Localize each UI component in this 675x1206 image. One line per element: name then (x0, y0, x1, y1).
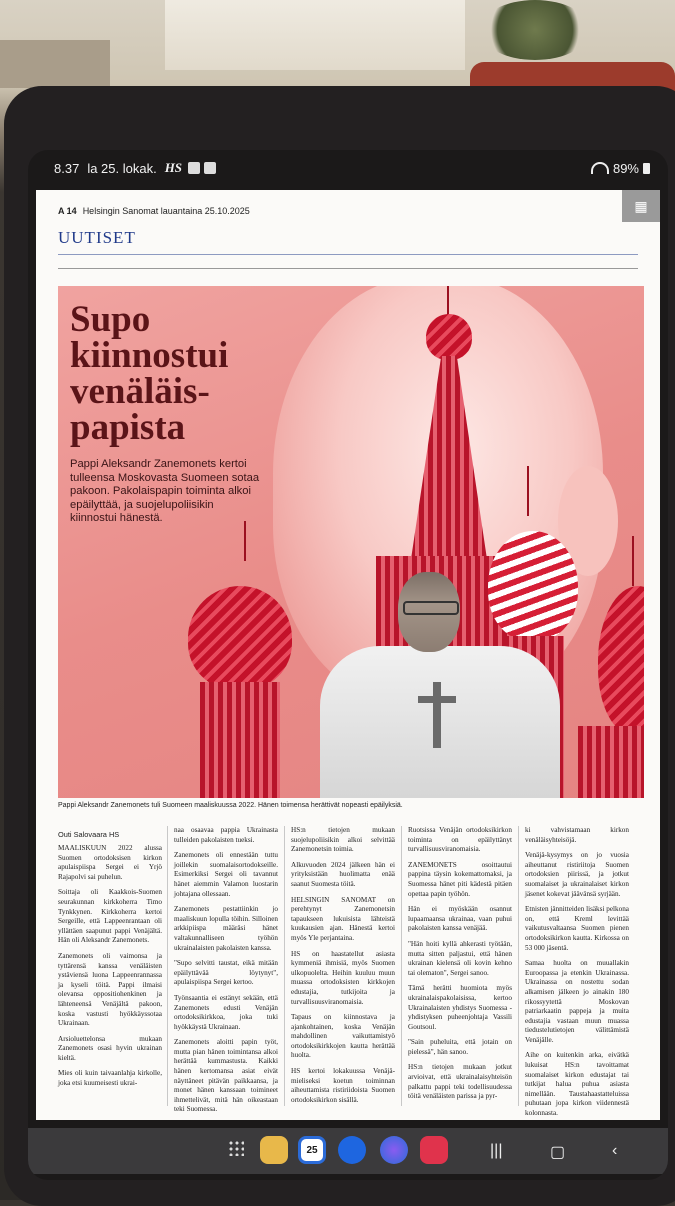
app-drawer-icon[interactable] (228, 1140, 244, 1156)
paragraph: MAALISKUUN 2022 alussa Suomen ortodoksisen kirkon apulaispiispa Sergei ei Yrjö Rajapolvi sai puhelun. (58, 844, 162, 881)
paragraph: Mies oli kuin taivaanlahja kirkolle, joka etsi kuumeisesti ukrai- (58, 1069, 162, 1088)
messages-app-icon[interactable] (338, 1136, 366, 1164)
article-column-4 (408, 826, 512, 1108)
paragraph: "Supo selvitti taustat, eikä mitään epäilyttävää löytynyt", apulaispiispa Sergei kertoo. (174, 959, 278, 987)
cross-icon (527, 466, 529, 516)
notification-icon (188, 162, 200, 174)
shelf (0, 40, 110, 88)
paragraph: Ruotsissa Venäjän ortodoksikirkon toiminta on epäilyttänyt turvallisuusviranomaisia. (408, 826, 512, 854)
article-column-1 (58, 844, 162, 1095)
priest-glasses (403, 601, 459, 615)
android-nav-bar (28, 1128, 668, 1174)
masthead: Helsingin Sanomat lauantaina 25.10.2025 (82, 206, 250, 216)
paragraph: Työnsaantia ei estänyt sekään, että Zanemonets edusti Venäjän ortodoksikirkkoa, joka tuki hyökkäystä Ukrainaan. (174, 993, 278, 1031)
paragraph: Samaa huolta on muuallakin Euroopassa ja etenkin Ukrainassa. Ukrainassa on nostettu sodan alkamisen jälkeen jo ainakin 180 rikossyytettä Moskovan patriarkaatin pappeja ja muita edustajia vastaan muun muassa tiedustelutietojen välittämistä Venäjälle. (525, 959, 629, 1044)
paragraph: Aihe on kuitenkin arka, eivätkä lukuisat HS:n tavoittamat suomalaiset kirkon edustajat tai tutkijat halua puhua asiasta nimellään. Taustahaastatteluissa puhutaan jopa kirkon viidennestä kolonnasta. (525, 1051, 629, 1118)
tablet-screen (28, 150, 668, 1180)
paragraph: Arsioluettelonsa mukaan Zanemonets osasi hyvin ukrainan kieltä. (58, 1034, 162, 1062)
paragraph: "Hän hoiti kyllä ahkerasti työtään, mutta sitten paljastui, että hänen ukrainan kielensä oli kovin kehno tai olematon", Sergei sanoo. (408, 939, 512, 977)
cathedral-tower (578, 726, 644, 798)
cathedral-tower (200, 682, 280, 798)
paragraph: HS:n tietojen mukaan jotkut arvioivat, että ukrainalaisyhteisön palkattu pappi teki todellisuudessa töitä venäläisten parissa ja pyr- (408, 1063, 512, 1101)
column-divider (401, 826, 402, 1106)
page-header (58, 206, 250, 216)
status-date: la 25. lokak. (87, 160, 157, 176)
window-background (165, 0, 465, 70)
divider (58, 254, 638, 255)
paragraph: Etnisten jännitteiden lisäksi pelkona on, että Kreml levittää vaikutusvaltaansa Suomen pienen ortodoksikirkon kautta. Kirkossa on 53 000 jäsentä. (525, 905, 629, 952)
paragraph: Alkuvuoden 2024 jälkeen hän ei yrityksistään huolimatta enää saanut Suomesta töitä. (291, 860, 395, 888)
article-headline: Supo kiinnostui venäläis-papista (70, 299, 229, 448)
onion-dome (426, 314, 472, 360)
page-grid-button[interactable] (622, 190, 660, 222)
paragraph: HS kertoi lokakuussa Venäjä-mieliseksi koetun toiminnan aiheuttamista ristiriidoista Suomen ortodoksikirkon sisällä. (291, 1067, 395, 1104)
column-divider (284, 826, 285, 1106)
back-button-icon[interactable]: ‹ (612, 1142, 618, 1159)
article-column-5 (525, 826, 629, 1125)
cross-icon (244, 521, 246, 561)
paragraph: Venäjä-kysymys on jo vuosia aiheuttanut ristiriitoja Suomen ortodoksien piirissä, ja jotkut suomalaiset ja ukrainalaiset kirkon jäsenet kokevat jäävänsä syrjään. (525, 851, 629, 898)
priest-cross-icon (433, 682, 441, 748)
browser-app-icon[interactable] (380, 1136, 408, 1164)
paragraph: Zanemonets aloitti papin työt, mutta pian hänen toimintansa alkoi herättää kummastusta. Kaikki hänen kertomansa asiat eivät näyttäneet pitävän paikkaansa, ja monet hänen kanssaan toimineet ihmettelivät, mitä hän oikeastaan teki Suomessa. (174, 1038, 278, 1114)
paragraph: Zanemonets oli ennestään tuttu joillekin suomalaisortodokseille. Esimerkiksi Sergei oli tavannut hänet aiemmin Valamon luostarin johtajana ollessaan. (174, 851, 278, 898)
byline: Outi Salovaara HS (58, 830, 120, 839)
recents-button-icon[interactable]: ||| (490, 1142, 503, 1159)
paragraph: ki vahvistamaan kirkon venäläisyhteisöjä. (525, 826, 629, 844)
onion-dome (188, 586, 292, 690)
paragraph: HELSINGIN SANOMAT on perehtynyt Zanemonetsin tapaukseen lukuisista lähteistä kuukausien ajan. Hänestä kertoi myös Yle perjantaina. (291, 895, 395, 942)
paragraph: Hän ei myöskään osannut lupaamaansa ukrainaa, vaan puhui pakolaisten kanssa venäjää. (408, 905, 512, 933)
image-caption: Pappi Aleksandr Zanemonets tuli Suomeen maaliskuussa 2022. Hänen toimensa herättivät nopeasti epäilyksiä. (58, 802, 403, 809)
hero-image (58, 286, 644, 798)
paragraph: ZANEMONETS osoittautui pappina täysin kokemattomaksi, ja Suomessa hänet piti kädestä pitäen opettaa papin työhön. (408, 860, 512, 898)
paragraph: HS on haastatellut asiasta kymmeniä ihmisiä, myös Suomen ulkopuolelta. Heihin kuuluu muun muassa ortodoksisten kirkkojen edustajia, tutkijoita ja turvallisuusviranomaisia. (291, 949, 395, 1006)
camera-app-icon[interactable] (420, 1136, 448, 1164)
paragraph: Soittaja oli Kaakkois-Suomen seurakunnan kirkkoherra Timo Tynkkynen. Kirkkoherra kertoi Sergeille, että Lappeenrantaan oli yllättäen saapunut pappi Venäjältä. Hän oli Aleksandr Zanemonets. (58, 888, 162, 945)
divider (58, 268, 638, 269)
paragraph: HS:n tietojen mukaan suojelupoliisikin alkoi selvittää Zanemonetsin toimia. (291, 826, 395, 854)
article-lede: Pappi Aleksandr Zanemonets kertoi tulleensa Moskovasta Suomeen sotaa pakoon. Pakolaispapin toiminta alkoi epäilyttää, ja suojelupoliisikin kiinnostui hänestä. (70, 458, 260, 525)
paragraph: Tapaus on kiinnostava ja ajankohtainen, koska Venäjän mahdollinen vaikuttamistyö ortodoksikirkkojen kautta herättää huolta. (291, 1013, 395, 1060)
section-title: UUTISET (58, 228, 136, 247)
calendar-app-icon[interactable]: 25 (298, 1136, 326, 1164)
article-column-3 (291, 826, 395, 1111)
column-divider (167, 826, 168, 1106)
onion-dome (488, 531, 578, 641)
article-column-2 (174, 826, 278, 1121)
paragraph: naa osaavaa pappia Ukrainasta tulleiden pakolaisten tueksi. (174, 826, 278, 844)
status-bar (54, 156, 650, 180)
newspaper-page[interactable] (36, 190, 660, 1120)
status-time: 8.37 (54, 160, 80, 176)
paragraph: "Sain puheluita, että jotain on pielessä", hän sanoo. (408, 1038, 512, 1056)
paragraph: Tämä herätti huomiota myös ukrainalaispakolaisissa, kertoo Ukrainalaisten yhdistys Suomessa -yhdistyksen puheenjohtaja Vassili Goutsoul. (408, 984, 512, 1031)
files-app-icon[interactable] (260, 1136, 288, 1164)
priest-cross-icon (418, 696, 456, 703)
cross-icon (632, 536, 634, 586)
column-divider (518, 826, 519, 1106)
paragraph: Zanemonets oli vaimonsa ja tyttärensä kanssa venäläisten ystäviensä luona Lappeenrannassa ja kyseli töitä. Pappi ilmaisi olevansa oppositiohenkinen ja lähteneensä Venäjältä pakoon, koska vastusti hyökkäyssotaa Ukrainaan. (58, 951, 162, 1028)
plant (480, 0, 590, 60)
home-button-icon[interactable]: ▢ (550, 1144, 566, 1161)
page-number: A 14 (58, 206, 77, 216)
status-right (591, 161, 650, 176)
wifi-icon (591, 162, 609, 174)
battery-level: 89% (612, 160, 639, 176)
cross-icon (447, 286, 449, 316)
onion-dome (598, 586, 644, 736)
notification-icon (204, 162, 216, 174)
paragraph: Zanemonets pestattiinkin jo maaliskuun lopulla töihin. Silloinen arkkipiispa määräsi hänet valtakunnalliseen työhön ukrainalaisten pakolaisten kanssa. (174, 905, 278, 952)
battery-icon (643, 163, 650, 174)
grid-icon: ▦ (634, 197, 648, 214)
hs-notification-icon: HS (164, 160, 183, 175)
